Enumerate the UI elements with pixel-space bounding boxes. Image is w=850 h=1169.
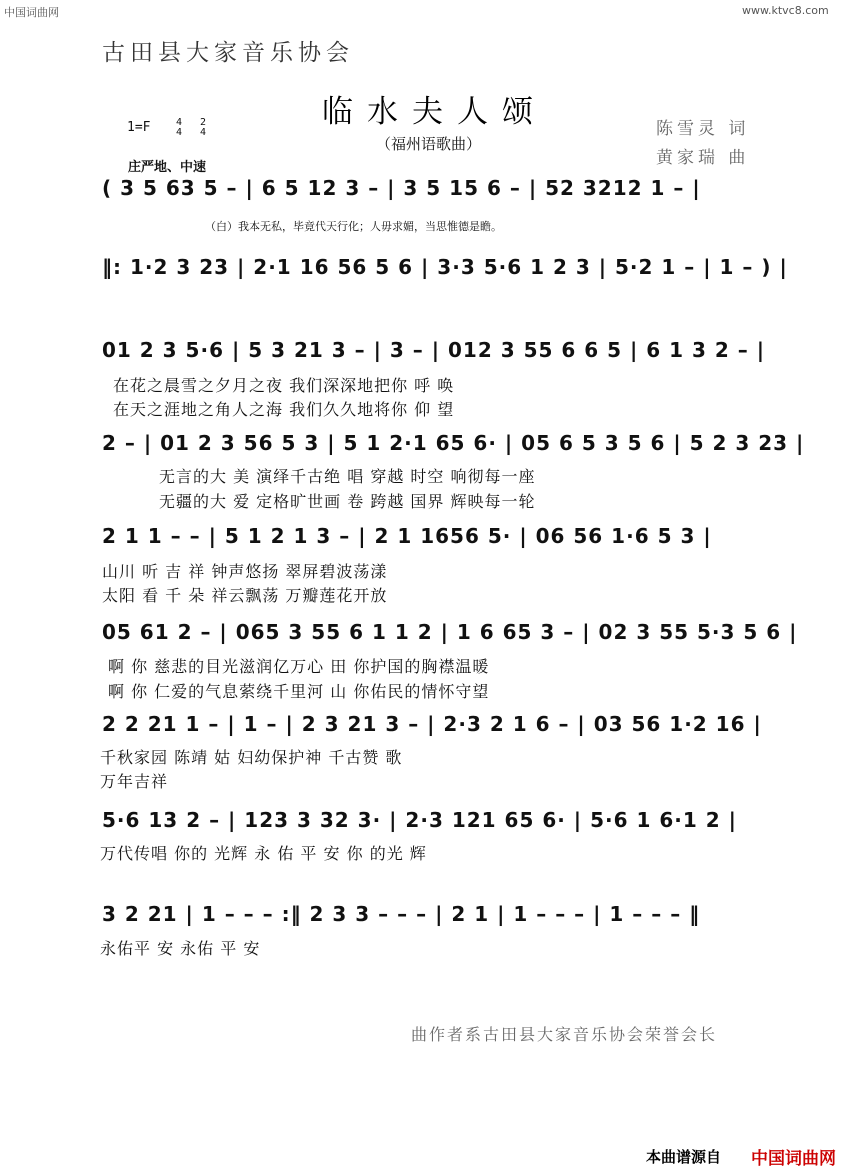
lyric-line: 万代传唱 你的 光辉 永 佑 平 安 你 的光 辉 <box>100 844 427 863</box>
score-row: 2 1 1 – – | 5 1 2 1 3 – | 2 1 1656 5· | 06 56 1·6 5 3 | <box>102 524 712 548</box>
time-signature-1 <box>176 118 182 138</box>
lyric-line: 在天之涯地之角人之海 我们久久地将你 仰 望 <box>113 400 455 419</box>
score-row: ( 3 5 63 5 – | 6 5 12 3 – | 3 5 15 6 – | 52 3212 1 – | <box>102 176 701 200</box>
composer-note: 曲作者系古田县大家音乐协会荣誉会长 <box>411 1025 718 1044</box>
score-row: 5·6 13 2 – | 123 3 32 3· | 2·3 121 65 6· | 5·6 1 6·1 2 | <box>102 808 737 832</box>
lyric-line: 无言的大 美 演绎千古绝 唱 穿越 时空 响彻每一座 <box>159 467 536 486</box>
lyric-line: 山川 听 吉 祥 钟声悠扬 翠屏碧波荡漾 <box>102 562 388 581</box>
lyric-line: 永佑平 安 永佑 平 安 <box>100 939 261 958</box>
lyric-line: 啊 你 慈悲的目光滋润亿万心 田 你护国的胸襟温暖 <box>108 657 490 676</box>
time-signature-2 <box>200 118 206 138</box>
lyric-line: 啊 你 仁爱的气息萦绕千里河 山 你佑民的情怀守望 <box>108 682 490 701</box>
site-brand: 中国词曲网 <box>751 1149 836 1169</box>
lyric-line: 在花之晨雪之夕月之夜 我们深深地把你 呼 唤 <box>113 376 455 395</box>
source-label: 本曲谱源自 <box>646 1148 722 1166</box>
lyric-line: 万年吉祥 <box>100 772 169 791</box>
tempo-marking: 庄严地、中速 <box>128 160 207 175</box>
key-signature: 1=F <box>127 120 151 135</box>
song-subtitle: （福州语歌曲） <box>376 135 482 153</box>
score-row: 01 2 3 5·6 | 5 3 21 3 – | 3 – | 012 3 55 6 6 5 | 6 1 3 2 – | <box>102 338 766 362</box>
watermark-top-right: www.ktvc8.com <box>742 4 829 17</box>
time-sig-2-bottom: 4 <box>200 127 207 138</box>
time-sig-2-top: 2 <box>200 117 207 128</box>
song-title: 临水夫人颂 <box>322 94 547 130</box>
lyric-line: 太阳 看 千 朵 祥云飘荡 万瓣莲花开放 <box>102 586 388 605</box>
lyricist-credit: 陈雪灵 词 <box>656 119 750 139</box>
watermark-top-left: 中国词曲网 <box>4 6 59 19</box>
score-row: 2 2 21 1 – | 1 – | 2 3 21 3 – | 2·3 2 1 6 – | 03 56 1·2 16 | <box>102 712 762 736</box>
spoken-line: （白）我本无私，毕竟代天行化；人毋求媚，当思惟德是瞻。 <box>205 220 502 233</box>
association-name: 古田县大家音乐协会 <box>102 40 354 66</box>
score-row: 05 61 2 – | 065 3 55 6 1 1 2 | 1 6 65 3 – | 02 3 55 5·3 5 6 | <box>102 620 798 644</box>
composer-credit: 黄家瑞 曲 <box>656 148 750 168</box>
score-row: ‖: 1·2 3 23 | 2·1 16 56 5 6 | 3·3 5·6 1 2 3 | 5·2 1 – | 1 – ) | <box>102 255 788 279</box>
time-sig-1-top: 4 <box>176 117 183 128</box>
lyric-line: 千秋家园 陈靖 姑 妇幼保护神 千古赞 歌 <box>100 748 403 767</box>
score-row: 2 – | 01 2 3 56 5 3 | 5 1 2·1 65 6· | 05 6 5 3 5 6 | 5 2 3 23 | <box>102 431 805 455</box>
lyric-line: 无疆的大 爱 定格旷世画 卷 跨越 国界 辉映每一轮 <box>159 492 536 511</box>
score-row: 3 2 21 | 1 – – – :‖ 2 3 3 – – – | 2 1 | 1 – – – | 1 – – – ‖ <box>102 902 701 926</box>
time-sig-1-bottom: 4 <box>176 127 183 138</box>
